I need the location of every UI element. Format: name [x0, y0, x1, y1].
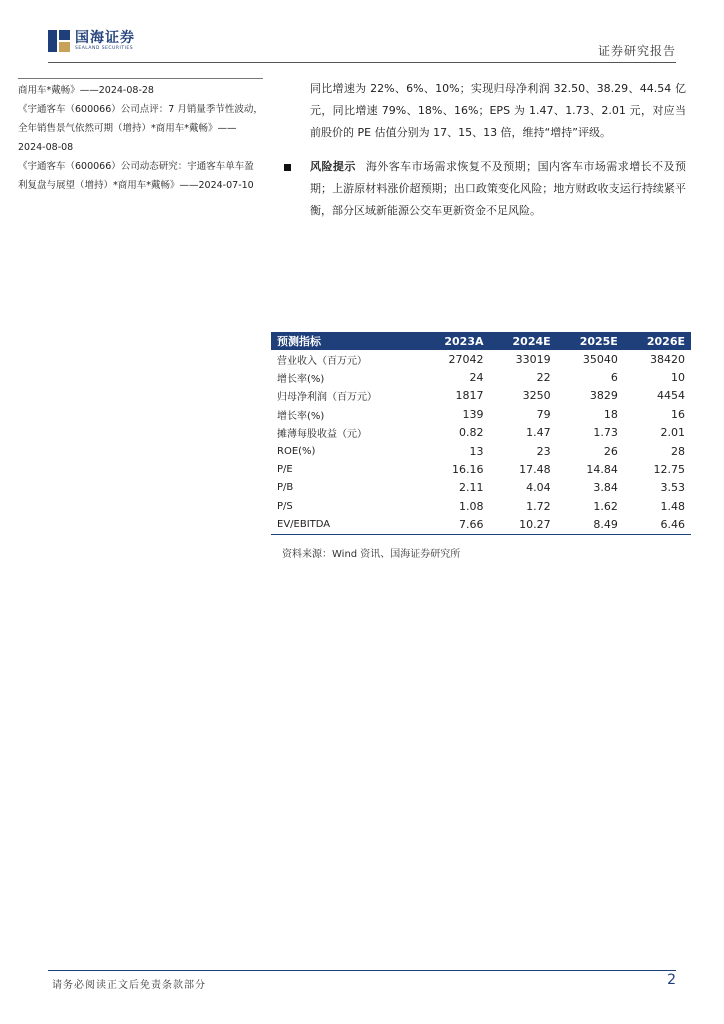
table-cell: 16.16 [452, 463, 484, 477]
table-cell: 2.11 [459, 481, 484, 495]
table-cell: 1.62 [593, 499, 618, 513]
risk-text: 海外客车市场需求恢复不及预期；国内客车市场需求增长不及预期；上游原材料涨价超预期；出口政策变化风险；地方财政收支运行持续紧平衡，部分区域新能源公交车更新资金不足风险。 [310, 160, 687, 217]
table-cell: 14.84 [586, 463, 618, 477]
table-cell: 79 [536, 407, 551, 421]
table-cell: 12.75 [653, 463, 685, 477]
column-header: 预测指标 [271, 332, 421, 350]
forecast-table [271, 332, 691, 535]
row-label: P/S [277, 500, 293, 512]
footer-divider [48, 970, 676, 971]
risk-title: 风险提示 [310, 160, 356, 173]
table-cell: 1.08 [459, 499, 484, 513]
table-cell: 6 [610, 371, 618, 385]
table-cell: 4454 [657, 389, 685, 403]
related-report-item: 《宇通客车（600066）公司动态研究：宇通客车单车盈利复盘与展望（增持）*商用车*戴畅》——2024-07-10 [18, 161, 254, 191]
column-header: 2025E [557, 332, 624, 350]
row-label: 摊薄每股收益（元） [277, 429, 367, 441]
table-row [271, 368, 691, 386]
table-cell: 1.48 [660, 499, 685, 513]
table-cell: 27042 [448, 352, 484, 366]
row-label: 增长率(%) [277, 410, 325, 422]
table-cell: 3829 [589, 389, 618, 403]
table-cell: 1.72 [526, 499, 551, 513]
table-cell: 3.84 [593, 481, 618, 495]
related-report-item: 《宇通客车（600066）公司点评：7 月销量季节性波动，全年销售景气依然可期（增持）*商用车*戴畅》——2024-08-08 [18, 104, 263, 153]
table-cell: 10.27 [490, 516, 557, 535]
table-cell: 8.49 [557, 516, 624, 535]
square-bullet-icon [284, 164, 291, 171]
row-label: P/B [277, 482, 294, 494]
related-report-item: 商用车*戴畅》——2024-08-28 [18, 85, 154, 96]
logo-mark-icon [48, 30, 70, 52]
table-cell: 23 [536, 444, 551, 458]
table-cell: 26 [603, 444, 618, 458]
table-cell: 1817 [455, 389, 484, 403]
column-header: 2026E [624, 332, 691, 350]
table-cell: 4.04 [526, 481, 551, 495]
table-row [271, 387, 691, 405]
column-header: 2024E [490, 332, 557, 350]
table-cell: 1.73 [593, 426, 618, 440]
logo-name-cn: 国海证券 [75, 29, 135, 46]
table-row [271, 460, 691, 478]
footer-disclaimer: 请务必阅读正文后免责条款部分 [52, 980, 206, 991]
row-label: 增长率(%) [277, 374, 325, 386]
table-cell: 18 [603, 407, 618, 421]
row-label: EV/EBITDA [271, 516, 421, 535]
table-cell: 35040 [582, 352, 618, 366]
table-cell: 13 [469, 444, 484, 458]
table-cell: 0.82 [459, 426, 484, 440]
table-cell: 24 [469, 371, 484, 385]
table-cell: 38420 [650, 352, 685, 366]
table-row [271, 350, 691, 368]
table-row [271, 516, 691, 535]
forecast-paragraph: 同比增速为 22%、6%、10%；实现归母净利润 32.50、38.29、44.54 亿元，同比增速 79%、18%、16%；EPS 为 1.47、1.73、2.01 元，对应当前股价的 PE 估值分别为 17、15、13 倍，维持“增持”评级。 [310, 82, 686, 139]
column-header: 2023A [421, 332, 490, 350]
row-label: ROE(%) [277, 445, 316, 457]
table-row [271, 479, 691, 497]
row-label: 营业收入（百万元） [277, 355, 367, 367]
page-header [48, 28, 676, 62]
table-cell: 22 [536, 371, 551, 385]
logo-name-en: SEALAND SECURITIES [75, 45, 134, 51]
table-cell: 3.53 [660, 481, 685, 495]
row-label: P/E [277, 464, 293, 476]
forecast-table-header [271, 332, 691, 350]
related-reports [18, 78, 263, 195]
table-row [271, 405, 691, 423]
header-divider [48, 62, 676, 63]
related-reports-rule [18, 78, 263, 79]
document-type-label: 证券研究报告 [597, 44, 676, 58]
table-cell: 1.47 [526, 426, 551, 440]
table-cell: 10 [671, 371, 685, 385]
table-cell: 139 [462, 407, 484, 421]
table-cell: 17.48 [519, 463, 551, 477]
table-cell: 28 [671, 444, 685, 458]
table-cell: 7.66 [421, 516, 490, 535]
table-cell: 6.46 [624, 516, 691, 535]
table-cell: 3250 [522, 389, 551, 403]
table-source-note: 资料来源：Wind 资讯、国海证券研究所 [282, 549, 461, 560]
table-row [271, 497, 691, 515]
table-cell: 33019 [515, 352, 551, 366]
page-number: 2 [667, 972, 676, 988]
row-label: 归母净利润（百万元） [277, 392, 377, 404]
table-row [271, 424, 691, 442]
table-cell: 16 [671, 407, 685, 421]
brand-logo [48, 30, 135, 52]
risk-section [284, 156, 686, 222]
table-row [271, 442, 691, 460]
table-cell: 2.01 [660, 426, 685, 440]
